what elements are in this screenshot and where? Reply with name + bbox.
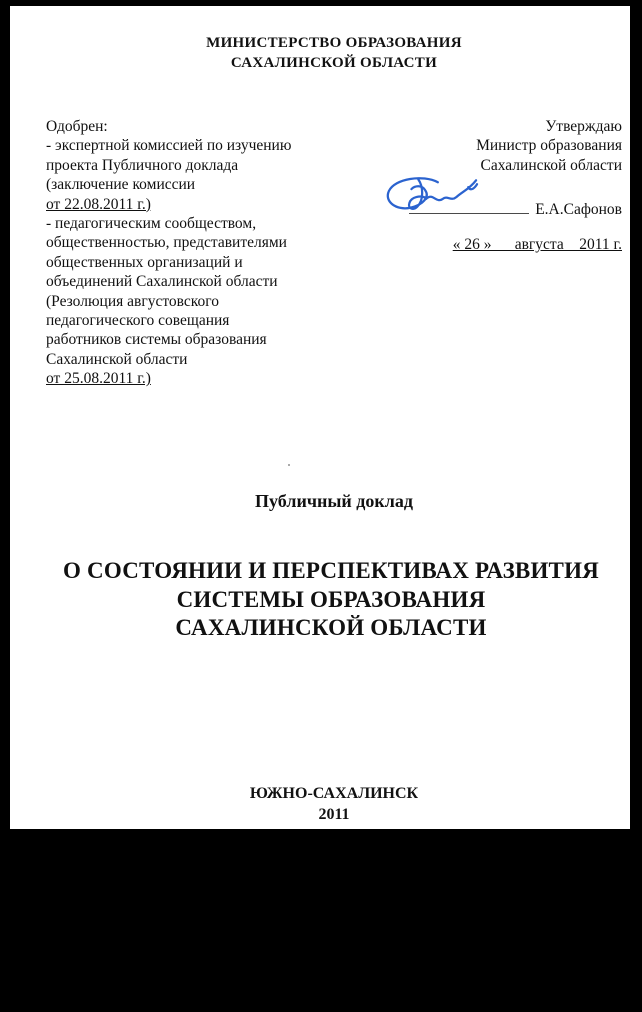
signature-graphic: [382, 172, 480, 218]
imprint-city: ЮЖНО-САХАЛИНСК: [249, 785, 419, 802]
ministry-header-line2: САХАЛИНСКОЙ ОБЛАСТИ: [230, 55, 438, 71]
approval-line1: Утверждаю: [545, 118, 622, 135]
approved-item2-line: общественностью, представителями: [46, 234, 287, 252]
report-subtitle: Публичный доклад: [255, 491, 413, 511]
approval-line2: Министр образования: [476, 137, 622, 155]
imprint: [46, 783, 622, 825]
ministry-header: [46, 33, 622, 73]
scan-artifact-dot: [288, 464, 290, 466]
approved-item2-line: (Резолюция августовского: [46, 292, 219, 310]
approval-line3: Сахалинской области: [480, 156, 622, 174]
imprint-year: 2011: [318, 806, 350, 823]
document-page: [10, 6, 630, 829]
approved-item2-line: работников системы образования: [46, 331, 267, 349]
report-title-line1: О СОСТОЯНИИ И ПЕРСПЕКТИВАХ РАЗВИТИЯ: [62, 558, 599, 583]
approved-item2-date: от 25.08.2011 г.): [46, 370, 151, 388]
signer-name: Е.А.Сафонов: [535, 201, 622, 219]
approved-item2-line: Сахалинской области: [46, 350, 188, 368]
approval-block: [357, 117, 622, 255]
approved-block: [46, 117, 361, 389]
signature-row: [357, 198, 622, 218]
report-title: [32, 557, 630, 643]
approved-item1-date: от 22.08.2011 г.): [46, 195, 151, 213]
approved-item1-line: - экспертной комиссией по изучению: [46, 137, 292, 155]
approved-item2-line: - педагогическим сообществом,: [46, 215, 257, 233]
approval-date: « 26 » августа 2011 г.: [452, 236, 622, 254]
approved-label: Одобрен:: [46, 118, 108, 135]
report-title-line3: САХАЛИНСКОЙ ОБЛАСТИ: [175, 615, 487, 640]
report-title-line2: СИСТЕМЫ ОБРАЗОВАНИЯ: [176, 586, 486, 612]
approved-item2-line: объединений Сахалинской области: [46, 273, 278, 291]
approved-item2-line: педагогического совещания: [46, 312, 230, 330]
ministry-header-line1: МИНИСТЕРСТВО ОБРАЗОВАНИЯ: [206, 35, 462, 51]
approved-item1-line: проекта Публичного доклада: [46, 156, 239, 174]
approved-item2-line: общественных организаций и: [46, 253, 243, 271]
approval-date-row: [357, 235, 622, 254]
approved-item1-line: (заключение комиссии: [46, 176, 196, 194]
